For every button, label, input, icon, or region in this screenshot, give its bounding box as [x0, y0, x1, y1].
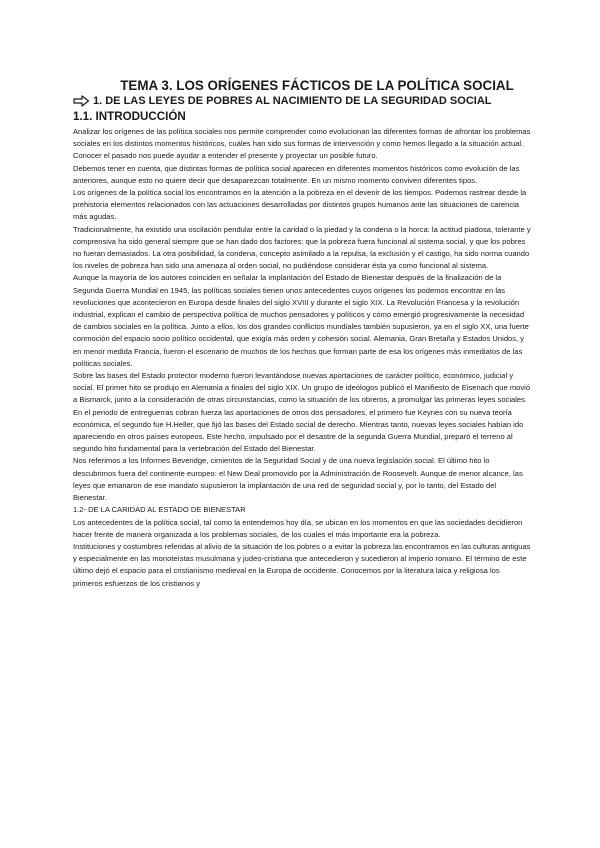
paragraph-5: Aunque la mayoría de los autores coinciden en señalar la implantación del Estado de Bienestar después de la finalización de la Segunda Guerra Mundial en 1945, las políticas sociales tienen unos antecedentes cuyos orígenes los podemos encontrar en las revoluciones que acontecieron en Europa desde finales del siglo XVIII y durante el siglo XIX. La Revolución Francesa y la revolución industrial, explican el cambio de perspectiva política de muchos pensadores y políticos y cómo emergió progresivamente la necesidad de cambios sociales en la política. Junto a ellos, los dos grandes conflictos mundiales también supusieron, ya en el siglo XX, una fuerte conmoción del espacio socio político occidental, que exigía más orden y cohesión social. Alemania, Gran Bretaña y Estados Unidos, y en menor medida Francia, fueron el escenario de muchos de los hechos que forman parte de esa los orígenes más inmediatos de las políticas sociales. [73, 273, 529, 368]
paragraph-10: Instituciones y costumbres referidas al alivio de la situación de los pobres o a evitar la pobreza las encontramos en las culturas antiguas y especialmente en las monoteístas musulmana y judeo-cristiana que antecedieron y sucedieron al imperio romano. El término de este último dejó el espacio para el cristianismo medieval en la Europa de occidente. Conocemos por la literatura laica y religiosa los primeros esfuerzos de los cristianos y [73, 541, 531, 588]
paragraph-6: Sobre las bases del Estado protector moderno fueron levantándose nuevas aportaciones de carácter político, económico, judicial y social. El primer hito se produjo en Alemania a finales del siglo XIX. Un grupo de ideólogos publicó el Manifiesto de Eisenach que movió a Bismarck, junto a la consideración de otras circunstancias, como la situación de los obreros, a promulgar las primeras leyes sociales. [73, 371, 531, 405]
document-title: TEMA 3. LOS ORÍGENES FÁCTICOS DE LA POLÍTICA SOCIAL [120, 78, 514, 93]
subsection-title: 1.1. INTRODUCCIÓN [73, 110, 186, 123]
paragraph-1: Analizar los orígenes de las política sociales nos permite comprender como evolucionan las diferentes formas de afrontar los problemas sociales en los distintos momentos históricos, cuáles han sido sus formas de intervención y como hemos llegado a la situación actual. Conocer el pasado nos puede ayudar a entender el presente y proyectar un posible futuro. [73, 127, 531, 161]
section-title: 1. DE LAS LEYES DE POBRES AL NACIMIENTO DE LA SEGURIDAD SOCIAL [93, 95, 492, 107]
paragraph-4: Tradicionalmente, ha existido una oscilación pendular entre la caridad o la piedad y la condena o la horca: la actitud piadosa, tolerante y comprensiva ha sido general siempre que se han dado dos factores: que la pobreza fuera funcional al sistema social, y que los pobres no fueran demasiados. La otra posibilidad, la condena, concepto asimilado a la repulsa, la exclusión y el castigo, ha sido norma cuando los niveles de pobreza han sido una amenaza al orden social, no pudiéndose considerar ésta ya como funcional al sistema. [73, 224, 531, 271]
paragraph-7: En el periodo de entreguerras cobran fuerza las aportaciones de otros dos pensadores, el primero fue Keynes con su nueva teoría económica, el segundo fue H.Heller, que fijó las bases del Estado social de derecho. Mientras tanto, nuevas leyes sociales habían ido apareciendo en otros países europeos. Este hecho, impulsado por el desastre de la segunda Guerra Mundial, preparó el terreno al segundo hito fundamental para la vertebración del Estado del Bienestar. [73, 407, 524, 454]
paragraph-2: Debemos tener en cuenta, que distintas formas de política social aparecen en diferentes momentos históricos como evolución de las anteriores, aunque esto no quiere decir que desaparezcan totalmente. En un mismo momento conviven diferentes tipos. [73, 163, 520, 185]
subsection-2-title: 1.2- DE LA CARIDAD AL ESTADO DE BIENESTAR [73, 505, 246, 515]
section-heading [73, 95, 531, 107]
document-content [73, 78, 531, 590]
paragraph-9: Los antecedentes de la política social, tal como la entendemos hoy día, se ubican en los momentos en que las sociedades decidieron hacer frente de manera organizada a los problemas sociales, de los cuales el más importante era la pobreza. [73, 517, 523, 539]
paragraph-8: Nos referimos a los Informes Beveridge, cimientos de la Seguridad Social y de una nueva legislación social. El último hito lo descubrimos fuera del continente europeo: el New Deal promovido por la Administración de Roosevelt. Aunque de menor alcance, las leyes que emanaron de ese mandato supusieron la implantación de una red de seguridad social y, por lo tanto, del Estado del Bienestar. [73, 456, 523, 503]
arrow-right-icon [73, 95, 90, 107]
paragraph-3: Los orígenes de la política social los encontramos en la atención a la pobreza en el devenir de los tiempos. Podemos rastrear desde la prehistoria elementos relacionados con las actuaciones desarrolladas por distintos grupos humanos ante las situaciones de carencia más agudas. [73, 188, 527, 222]
